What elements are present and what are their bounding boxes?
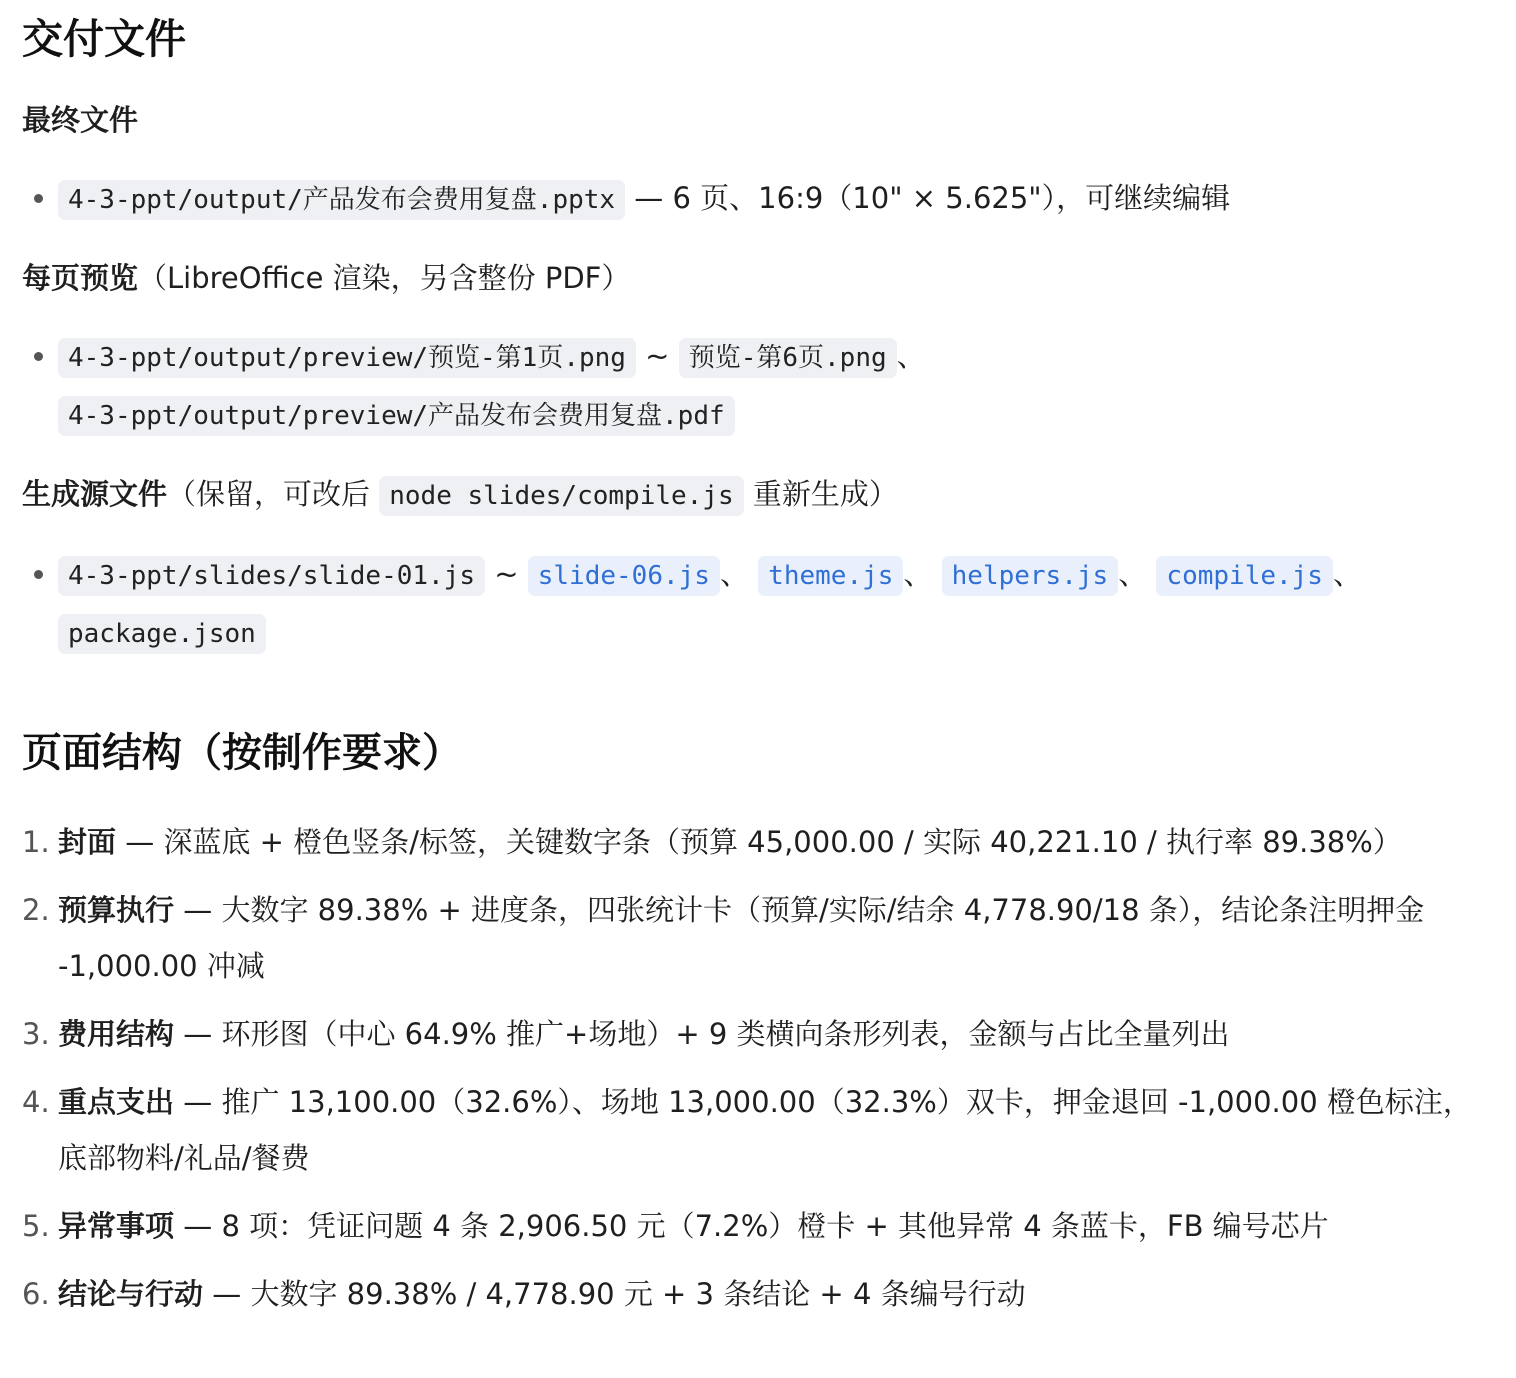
slide-06-link[interactable]: slide-06.js [528, 556, 720, 596]
pptx-file-desc: — 6 页、16:9（10" × 5.625"），可继续编辑 [625, 181, 1231, 215]
item-number: 3. [22, 1017, 50, 1051]
structure-item [22, 1006, 1494, 1062]
preview-first-file: 4-3-ppt/output/preview/预览-第1页.png [58, 338, 636, 378]
structure-item [22, 1266, 1494, 1322]
separator: 、 [896, 339, 926, 373]
item-text: — 大数字 89.38% + 进度条，四张统计卡（预算/实际/结余 4,778.90/18 条），结论条注明押金 -1,000.00 冲减 [58, 893, 1425, 983]
source-heading [22, 466, 1494, 524]
item-text: — 推广 13,100.00（32.6%）、场地 13,000.00（32.3%）双卡，押金退回 -1,000.00 橙色标注，底部物料/礼品/餐费 [58, 1085, 1472, 1175]
source-files-list [22, 546, 1494, 662]
structure-title: 页面结构（按制作要求） [22, 730, 462, 776]
item-number: 4. [22, 1085, 50, 1119]
item-text: — 环形图（中心 64.9% 推广+场地）+ 9 类横向条形列表，金额与占比全量列出 [174, 1017, 1230, 1051]
item-text: — 8 项：凭证问题 4 条 2,906.50 元（7.2%）橙卡 + 其他异常 4 条蓝卡，FB 编号芯片 [174, 1209, 1329, 1243]
item-number: 5. [22, 1209, 50, 1243]
separator: 、 [719, 557, 749, 591]
final-files-heading-text: 最终文件 [22, 103, 139, 137]
preview-last-file: 预览-第6页.png [679, 338, 897, 378]
pptx-file-path: 4-3-ppt/output/产品发布会费用复盘.pptx [58, 180, 625, 220]
structure-list [22, 814, 1494, 1322]
page-title: 交付文件 [22, 15, 186, 63]
item-name: 预算执行 [58, 893, 175, 927]
separator: 、 [1332, 557, 1362, 591]
final-files-list [22, 170, 1494, 228]
structure-item [22, 814, 1494, 870]
item-text: — 大数字 89.38% / 4,778.90 元 + 3 条结论 + 4 条编号行动 [203, 1277, 1026, 1311]
final-files-heading [22, 92, 1494, 148]
item-name: 结论与行动 [58, 1277, 204, 1311]
list-item [58, 328, 1494, 444]
preview-pdf-file: 4-3-ppt/output/preview/产品发布会费用复盘.pdf [58, 396, 735, 436]
package-json-file: package.json [58, 614, 266, 654]
source-heading-text: 生成源文件 [22, 477, 168, 511]
item-name: 异常事项 [58, 1209, 175, 1243]
structure-item [22, 1198, 1494, 1254]
list-item [58, 170, 1494, 228]
range-tilde: ~ [635, 339, 679, 373]
item-text: — 深蓝底 + 橙色竖条/标签，关键数字条（预算 45,000.00 / 实际 40,221.10 / 执行率 89.38%） [116, 825, 1402, 859]
preview-heading [22, 250, 1494, 306]
source-note-post: 重新生成） [743, 477, 898, 511]
preview-files-list [22, 328, 1494, 444]
item-number: 1. [22, 825, 50, 859]
helpers-js-link[interactable]: helpers.js [942, 556, 1119, 596]
slide-01-file: 4-3-ppt/slides/slide-01.js [58, 556, 485, 596]
separator: 、 [1118, 557, 1148, 591]
list-item [58, 546, 1494, 662]
structure-item [22, 882, 1494, 994]
compile-js-link[interactable]: compile.js [1156, 556, 1333, 596]
item-number: 2. [22, 893, 50, 927]
item-name: 封面 [58, 825, 117, 859]
compile-command: node slides/compile.js [379, 476, 743, 516]
item-name: 重点支出 [58, 1085, 175, 1119]
separator: 、 [903, 557, 933, 591]
item-name: 费用结构 [58, 1017, 175, 1051]
source-note-pre: （保留，可改后 [167, 477, 380, 511]
preview-heading-text: 每页预览 [22, 261, 139, 295]
theme-js-link[interactable]: theme.js [758, 556, 903, 596]
range-tilde: ~ [485, 557, 528, 591]
preview-note: （LibreOffice 渲染，另含整份 PDF） [138, 261, 631, 295]
structure-item [22, 1074, 1494, 1186]
item-number: 6. [22, 1277, 50, 1311]
